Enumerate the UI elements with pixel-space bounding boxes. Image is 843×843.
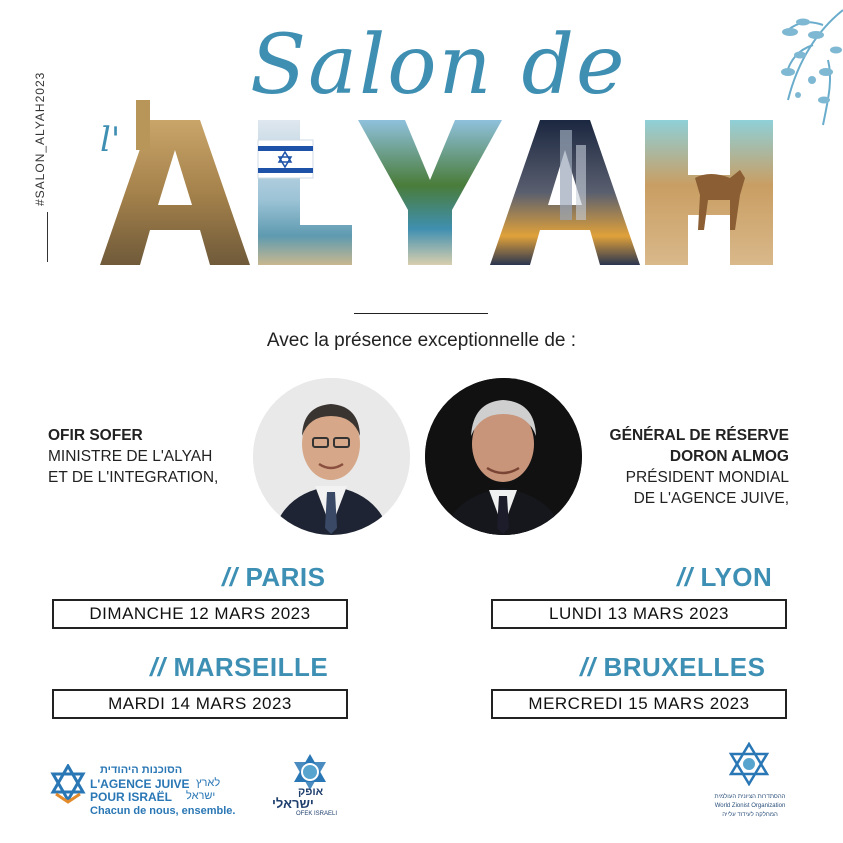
speaker-right bbox=[610, 425, 789, 509]
ofek-hebrew2: ישראלי bbox=[272, 796, 314, 811]
intro-text: Avec la présence exceptionnelle de : bbox=[266, 330, 577, 351]
title-divider bbox=[354, 313, 488, 314]
agence-hebrew2: לארץ bbox=[196, 777, 221, 789]
agence-hebrew3: ישראל bbox=[186, 790, 216, 802]
speaker-left-role-line1: MINISTRE DE L'ALYAH bbox=[48, 448, 213, 465]
city-slashes: // bbox=[580, 652, 596, 682]
letter-a-tower bbox=[100, 120, 250, 265]
speaker-left-photo bbox=[253, 378, 410, 535]
wzo-star-icon bbox=[727, 742, 771, 786]
title-script: Salon de bbox=[250, 18, 627, 113]
speaker-left bbox=[48, 425, 218, 488]
side-hashtag: #SALON_ALYAH2023 bbox=[33, 71, 47, 206]
city-name: BRUXELLES bbox=[603, 652, 766, 682]
speaker-right-photo bbox=[425, 378, 582, 535]
event-lyon-city bbox=[677, 562, 772, 593]
event-bruxelles-city bbox=[580, 652, 765, 683]
event-marseille-date: MARDI 14 MARS 2023 bbox=[52, 689, 348, 719]
agence-line1: L'AGENCE JUIVE bbox=[90, 777, 190, 791]
hashtag-line bbox=[47, 212, 48, 262]
city-name: MARSEILLE bbox=[173, 652, 329, 682]
event-bruxelles-date: MERCREDI 15 MARS 2023 bbox=[491, 689, 787, 719]
title-script-prefix: l' bbox=[100, 120, 121, 160]
star-of-david-icon bbox=[50, 764, 86, 804]
wzo-logo bbox=[690, 742, 810, 832]
speaker-left-name: OFIR SOFER bbox=[48, 427, 143, 444]
agence-juive-logo bbox=[50, 762, 240, 822]
event-paris-date: DIMANCHE 12 MARS 2023 bbox=[52, 599, 348, 629]
city-slashes: // bbox=[150, 652, 166, 682]
letter-y-sea bbox=[358, 120, 502, 265]
wzo-line2: המחלקה לעידוד עלייה bbox=[722, 812, 778, 818]
speaker-left-role-line2: ET DE L'INTEGRATION, bbox=[48, 469, 219, 486]
city-slashes: // bbox=[222, 562, 238, 592]
speaker-right-role-line2: DE L'AGENCE JUIVE, bbox=[633, 490, 789, 507]
wzo-hebrew: ההסתדרות הציונית העולמית bbox=[714, 794, 786, 800]
speaker-right-role-line1: PRÉSIDENT MONDIAL bbox=[625, 469, 789, 486]
event-paris-city bbox=[222, 562, 325, 593]
speaker-right-name-line1: GÉNÉRAL DE RÉSERVE bbox=[609, 427, 789, 444]
city-slashes: // bbox=[677, 562, 693, 592]
speaker-right-name-line2: DORON ALMOG bbox=[669, 448, 789, 465]
agence-line2: POUR ISRAËL bbox=[90, 790, 173, 804]
ofek-israeli-logo bbox=[268, 752, 348, 822]
city-name: LYON bbox=[700, 562, 773, 592]
city-name: PARIS bbox=[245, 562, 326, 592]
event-marseille-city bbox=[150, 652, 328, 683]
agence-hebrew: הסוכנות היהודית bbox=[100, 764, 183, 776]
wzo-line1: World Zionist Organization bbox=[714, 803, 786, 809]
ofek-latin: OFEK ISRAELI bbox=[296, 811, 338, 817]
event-lyon-date: LUNDI 13 MARS 2023 bbox=[491, 599, 787, 629]
agence-tagline: Chacun de nous, ensemble. bbox=[90, 805, 236, 817]
alyah-photo-letters bbox=[90, 100, 780, 270]
ofek-hebrew1: אופק bbox=[298, 786, 324, 798]
